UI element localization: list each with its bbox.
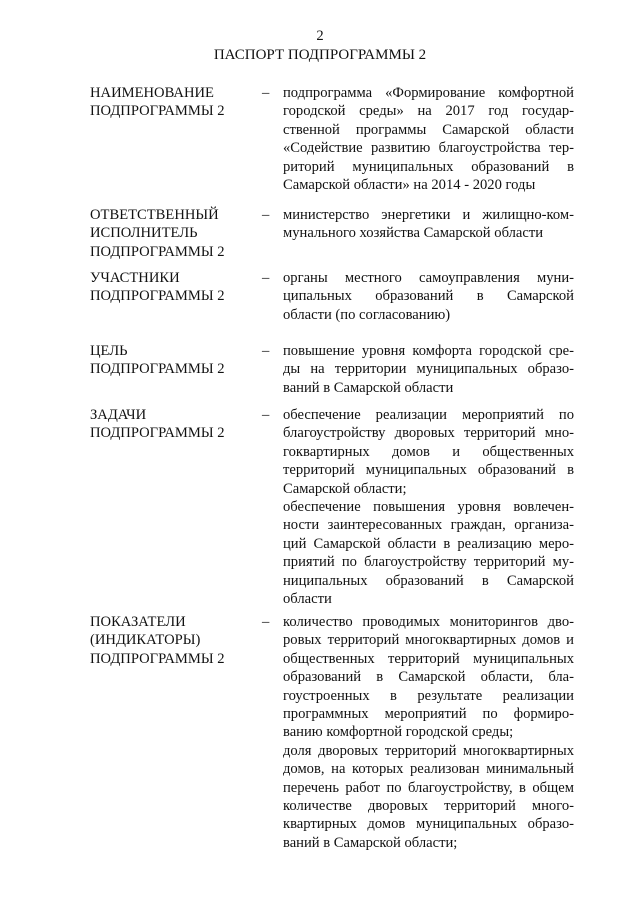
row-content <box>283 406 574 608</box>
row-label-line: ПОКАЗАТЕЛИ <box>90 614 186 630</box>
row-label-line: ПОДПРОГРАММЫ 2 <box>90 650 225 667</box>
content-line: области (по согласованию) <box>283 306 451 323</box>
content-line: ципальных образований в Самарской <box>283 288 574 305</box>
content-line: квартирных домов муниципальных образо- <box>283 816 574 833</box>
content-paragraph <box>283 84 574 194</box>
page-number: 2 <box>316 28 324 44</box>
content-line: Самарской области» на 2014 - 2020 годы <box>283 177 536 194</box>
row-label-line: ПОДПРОГРАММЫ 2 <box>90 288 225 305</box>
content-line: образований в Самарской области, бла- <box>283 669 574 686</box>
content-line: министерство энергетики и жилищно-ком- <box>283 207 574 223</box>
content-line: ниципальных образований в Самарской <box>283 572 574 589</box>
row-dash: – <box>262 270 270 286</box>
content-line: гоустроенных в результате реализации <box>283 687 574 704</box>
content-line: подпрограмма «Формирование комфортной <box>283 85 574 101</box>
row-label-line: ИСПОЛНИТЕЛЬ <box>90 225 198 242</box>
row-label-line: (ИНДИКАТОРЫ) <box>90 632 201 649</box>
content-line: количество проводимых мониторингов дво- <box>283 614 574 630</box>
row-dash: – <box>262 407 270 423</box>
content-line: доля дворовых территорий многоквартирных <box>283 742 574 759</box>
content-line: ности заинтересованных граждан, организа- <box>283 517 574 534</box>
content-line: программных мероприятий по формиро- <box>283 706 574 723</box>
content-line: домов, на которых реализован минимальный <box>283 761 574 778</box>
content-paragraph <box>283 742 574 852</box>
content-paragraph <box>283 342 574 397</box>
content-line: ровых территорий многоквартирных домов и <box>283 632 574 649</box>
page-title: ПАСПОРТ ПОДПРОГРАММЫ 2 <box>213 47 427 63</box>
content-line: риторий муниципальных образований в <box>283 158 574 175</box>
row-label-line: НАИМЕНОВАНИЕ <box>90 85 214 101</box>
row-content <box>283 342 574 397</box>
row-dash: – <box>262 614 270 630</box>
content-line: обеспечение реализации мероприятий по <box>283 407 574 423</box>
row-label <box>90 84 258 121</box>
content-line: гоквартирных домов и общественных <box>283 443 574 460</box>
row-label-line: ПОДПРОГРАММЫ 2 <box>90 103 225 120</box>
row-label-line: ОТВЕТСТВЕННЫЙ <box>90 207 219 223</box>
row-label <box>90 342 258 379</box>
row-label-line: ПОДПРОГРАММЫ 2 <box>90 425 225 442</box>
content-line: мунального хозяйства Самарской области <box>283 225 544 242</box>
content-paragraph <box>283 613 574 742</box>
content-line: ваний в Самарской области; <box>283 834 458 851</box>
content-line: перечень работ по благоустройству, в общем <box>283 779 574 796</box>
row-label-line: ЗАДАЧИ <box>90 407 147 423</box>
row-dash: – <box>262 207 270 223</box>
row-label <box>90 269 258 306</box>
content-line: обеспечение повышения уровня вовлечен- <box>283 499 574 516</box>
row-content <box>283 84 574 194</box>
content-line: Самарской области; <box>283 480 407 497</box>
content-line: общественных территорий муниципальных <box>283 650 574 667</box>
content-line: территорий муниципальных образований в <box>283 462 574 479</box>
row-label <box>90 206 258 261</box>
content-paragraph <box>283 269 574 324</box>
content-line: ды на территории муниципальных образо- <box>283 361 574 378</box>
content-line: ций Самарской области в реализацию меро- <box>283 535 574 552</box>
row-label-line: УЧАСТНИКИ <box>90 270 180 286</box>
row-label-line: ЦЕЛЬ <box>90 343 128 359</box>
row-dash: – <box>262 343 270 359</box>
content-line: ваний в Самарской области <box>283 379 454 396</box>
content-paragraph <box>283 498 574 608</box>
content-paragraph <box>283 206 574 243</box>
row-content <box>283 269 574 324</box>
content-line: повышение уровня комфорта городской сре- <box>283 343 574 359</box>
content-line: органы местного самоуправления муни- <box>283 270 574 286</box>
content-line: ванию комфортной городской среды; <box>283 724 514 741</box>
row-label-line: ПОДПРОГРАММЫ 2 <box>90 243 225 260</box>
row-label <box>90 406 258 443</box>
row-content <box>283 206 574 243</box>
content-line: благоустройству дворовых территорий мно- <box>283 425 574 442</box>
row-label-line: ПОДПРОГРАММЫ 2 <box>90 361 225 378</box>
content-line: ственной программы Самарской области <box>283 121 574 138</box>
row-label <box>90 613 258 668</box>
row-dash: – <box>262 85 270 101</box>
content-line: «Содействие развитию благоустройства тер- <box>283 140 574 157</box>
content-line: области <box>283 591 332 608</box>
content-paragraph <box>283 406 574 498</box>
content-line: городской среды» на 2017 год государ- <box>283 103 574 120</box>
row-content <box>283 613 574 852</box>
content-line: количестве дворовых территорий много- <box>283 798 574 815</box>
content-line: приятий по благоустройству территорий му- <box>283 554 574 571</box>
